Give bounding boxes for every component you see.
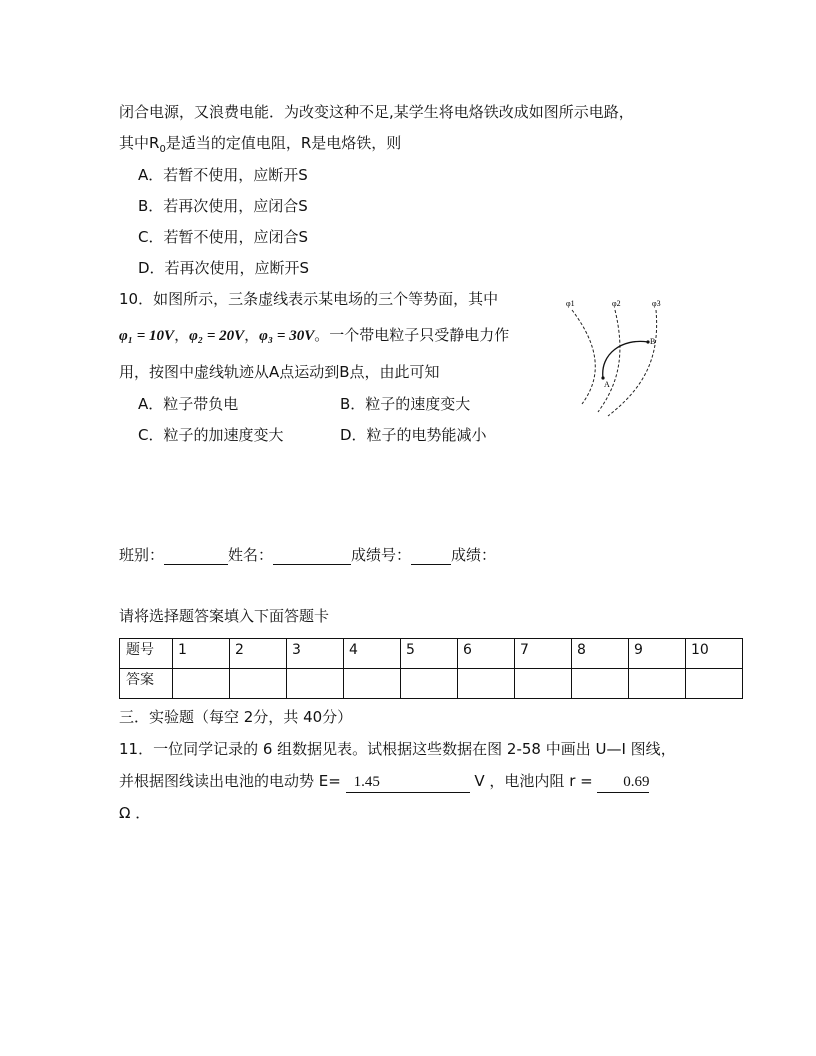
q10-sep-1: ， bbox=[174, 326, 190, 344]
q11-unit-line: Ω ． bbox=[119, 804, 151, 822]
q9-r0-subscript: 0 bbox=[159, 144, 166, 155]
q10-line-1: 10．如图所示，三条虚线表示某电场的三个等势面，其中 bbox=[119, 290, 499, 308]
answer-cell-1[interactable] bbox=[173, 669, 230, 699]
answer-card-answer-row bbox=[120, 669, 743, 699]
q10-option-c: C．粒子的加速度变大 bbox=[138, 426, 284, 444]
figure-label-phi3: φ3 bbox=[652, 299, 661, 308]
answer-cell-7[interactable] bbox=[515, 669, 572, 699]
internal-resistance-answer[interactable]: 0.69 bbox=[597, 772, 649, 793]
question-number-10: 10 bbox=[686, 639, 743, 669]
q10-line-3: 用，按图中虚线轨迹从A点运动到B点，由此可知 bbox=[119, 363, 440, 381]
answer-cell-8[interactable] bbox=[572, 669, 629, 699]
q9-option-a: A．若暂不使用，应断开S bbox=[138, 166, 308, 184]
answer-cell-9[interactable] bbox=[629, 669, 686, 699]
q9-option-d: D．若再次使用，应断开S bbox=[138, 259, 310, 277]
equipotential-line-3 bbox=[608, 310, 657, 416]
question-number-3: 3 bbox=[287, 639, 344, 669]
student-info-line bbox=[119, 545, 496, 565]
name-blank[interactable] bbox=[273, 548, 351, 565]
answer-card-number-row bbox=[120, 639, 743, 669]
number-label: 成绩号： bbox=[351, 546, 412, 564]
name-label: 姓名： bbox=[228, 546, 274, 564]
answer-card-table bbox=[119, 638, 743, 699]
number-blank[interactable] bbox=[411, 548, 451, 565]
section-3-title: 三．实验题（每空 2分，共 40分） bbox=[119, 708, 353, 726]
question-number-1: 1 bbox=[173, 639, 230, 669]
q11-line-1: 11．一位同学记录的 6 组数据见表。试根据这些数据在图 2-58 中画出 U—I 图线， bbox=[119, 740, 676, 758]
equipotential-line-1 bbox=[572, 310, 595, 404]
class-label: 班别： bbox=[119, 546, 165, 564]
question-number-8: 8 bbox=[572, 639, 629, 669]
question-number-9: 9 bbox=[629, 639, 686, 669]
class-blank[interactable] bbox=[164, 548, 228, 565]
answer-cell-10[interactable] bbox=[686, 669, 743, 699]
q11-line-2 bbox=[119, 771, 649, 793]
figure-label-a: A bbox=[604, 380, 610, 389]
q10-option-b: B．粒子的速度变大 bbox=[340, 395, 471, 413]
q10-phi2: φ₂ = 20V bbox=[189, 328, 245, 344]
row-head-answer: 答案 bbox=[120, 669, 173, 699]
row-head-number: 题号 bbox=[120, 639, 173, 669]
question-number-6: 6 bbox=[458, 639, 515, 669]
q10-phi3: φ₃ = 30V bbox=[259, 328, 315, 344]
emf-answer[interactable]: 1.45 bbox=[346, 772, 470, 793]
score-label: 成绩： bbox=[451, 546, 497, 564]
q11-line-2-mid: V ，电池内阻 r = bbox=[474, 772, 593, 790]
answer-cell-5[interactable] bbox=[401, 669, 458, 699]
q10-sep-2: ， bbox=[244, 326, 260, 344]
q11-line-2-pre: 并根据图线读出电池的电动势 E= bbox=[119, 772, 341, 790]
question-number-5: 5 bbox=[401, 639, 458, 669]
q10-line-2-post: 。一个带电粒子只受静电力作 bbox=[314, 326, 510, 344]
equipotential-line-2 bbox=[598, 310, 620, 412]
q10-option-a: A．粒子带负电 bbox=[138, 395, 239, 413]
question-number-7: 7 bbox=[515, 639, 572, 669]
q9-option-c: C．若暂不使用，应闭合S bbox=[138, 228, 308, 246]
particle-trajectory bbox=[603, 341, 648, 378]
figure-label-phi1: φ1 bbox=[566, 299, 575, 308]
answer-cell-6[interactable] bbox=[458, 669, 515, 699]
answer-cell-3[interactable] bbox=[287, 669, 344, 699]
equipotential-figure bbox=[560, 292, 700, 420]
figure-label-b: B bbox=[650, 337, 656, 346]
q9-line-2-post: 是适当的定值电阻，R是电烙铁，则 bbox=[165, 134, 402, 152]
q9-line-2 bbox=[119, 133, 401, 160]
answer-cell-4[interactable] bbox=[344, 669, 401, 699]
question-number-2: 2 bbox=[230, 639, 287, 669]
question-number-4: 4 bbox=[344, 639, 401, 669]
q9-line-1: 闭合电源，又浪费电能．为改变这种不足,某学生将电烙铁改成如图所示电路， bbox=[119, 103, 634, 121]
figure-label-phi2: φ2 bbox=[612, 299, 621, 308]
q10-phi1: φ₁ = 10V bbox=[119, 328, 175, 344]
q9-line-2-pre: 其中R bbox=[119, 134, 160, 152]
q9-option-b: B．若再次使用，应闭合S bbox=[138, 197, 308, 215]
q10-line-2 bbox=[119, 325, 509, 346]
answer-cell-2[interactable] bbox=[230, 669, 287, 699]
q10-option-d: D．粒子的电势能减小 bbox=[340, 426, 487, 444]
answer-card-instruction: 请将选择题答案填入下面答题卡 bbox=[119, 607, 330, 625]
